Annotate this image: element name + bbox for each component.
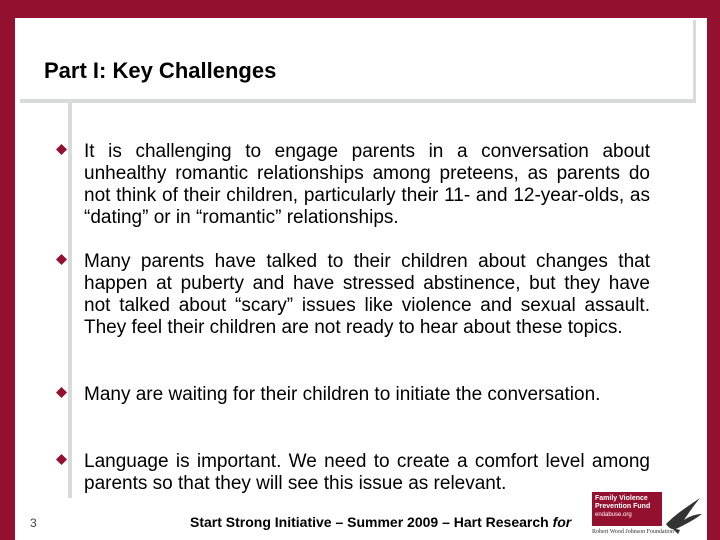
diamond-bullet-icon <box>56 144 67 155</box>
sponsor-logo <box>592 492 704 538</box>
footer-text <box>190 514 571 530</box>
logo-foundation: Robert Wood Johnson Foundation <box>592 526 662 538</box>
diamond-bullet-icon <box>56 454 67 465</box>
bullet-text: Many parents have talked to their children about changes that happen at puberty and have stressed abstinence, but they have not talked about “scary” issues like violence and sexual assault. They feel their children are not ready to hear about these topics. <box>84 251 650 338</box>
footer-italic: for <box>552 514 572 530</box>
eagle-icon <box>664 494 704 536</box>
diamond-bullet-icon <box>56 387 67 398</box>
logo-url: endabuse.org <box>595 512 632 518</box>
bullet-text: Many are waiting for their children to initiate the conversation. <box>84 384 601 405</box>
bullet-text: Language is important. We need to create a comfort level among parents so that they will see this issue as relevant. <box>84 451 650 494</box>
left-divider <box>68 103 72 498</box>
footer-main: Start Strong Initiative – Summer 2009 – Hart Research <box>190 514 553 530</box>
slide-title: Part I: Key Challenges <box>44 58 277 83</box>
page-number: 3 <box>30 516 37 530</box>
diamond-bullet-icon <box>56 254 67 265</box>
logo-name: Family Violence Prevention Fund <box>595 495 651 510</box>
bullet-text: It is challenging to engage parents in a conversation about unhealthy romantic relationships among preteens, as parents do not think of their children, particularly their 11- and 12-year-olds, as “dating” or in “romantic” relationships. <box>84 141 650 228</box>
